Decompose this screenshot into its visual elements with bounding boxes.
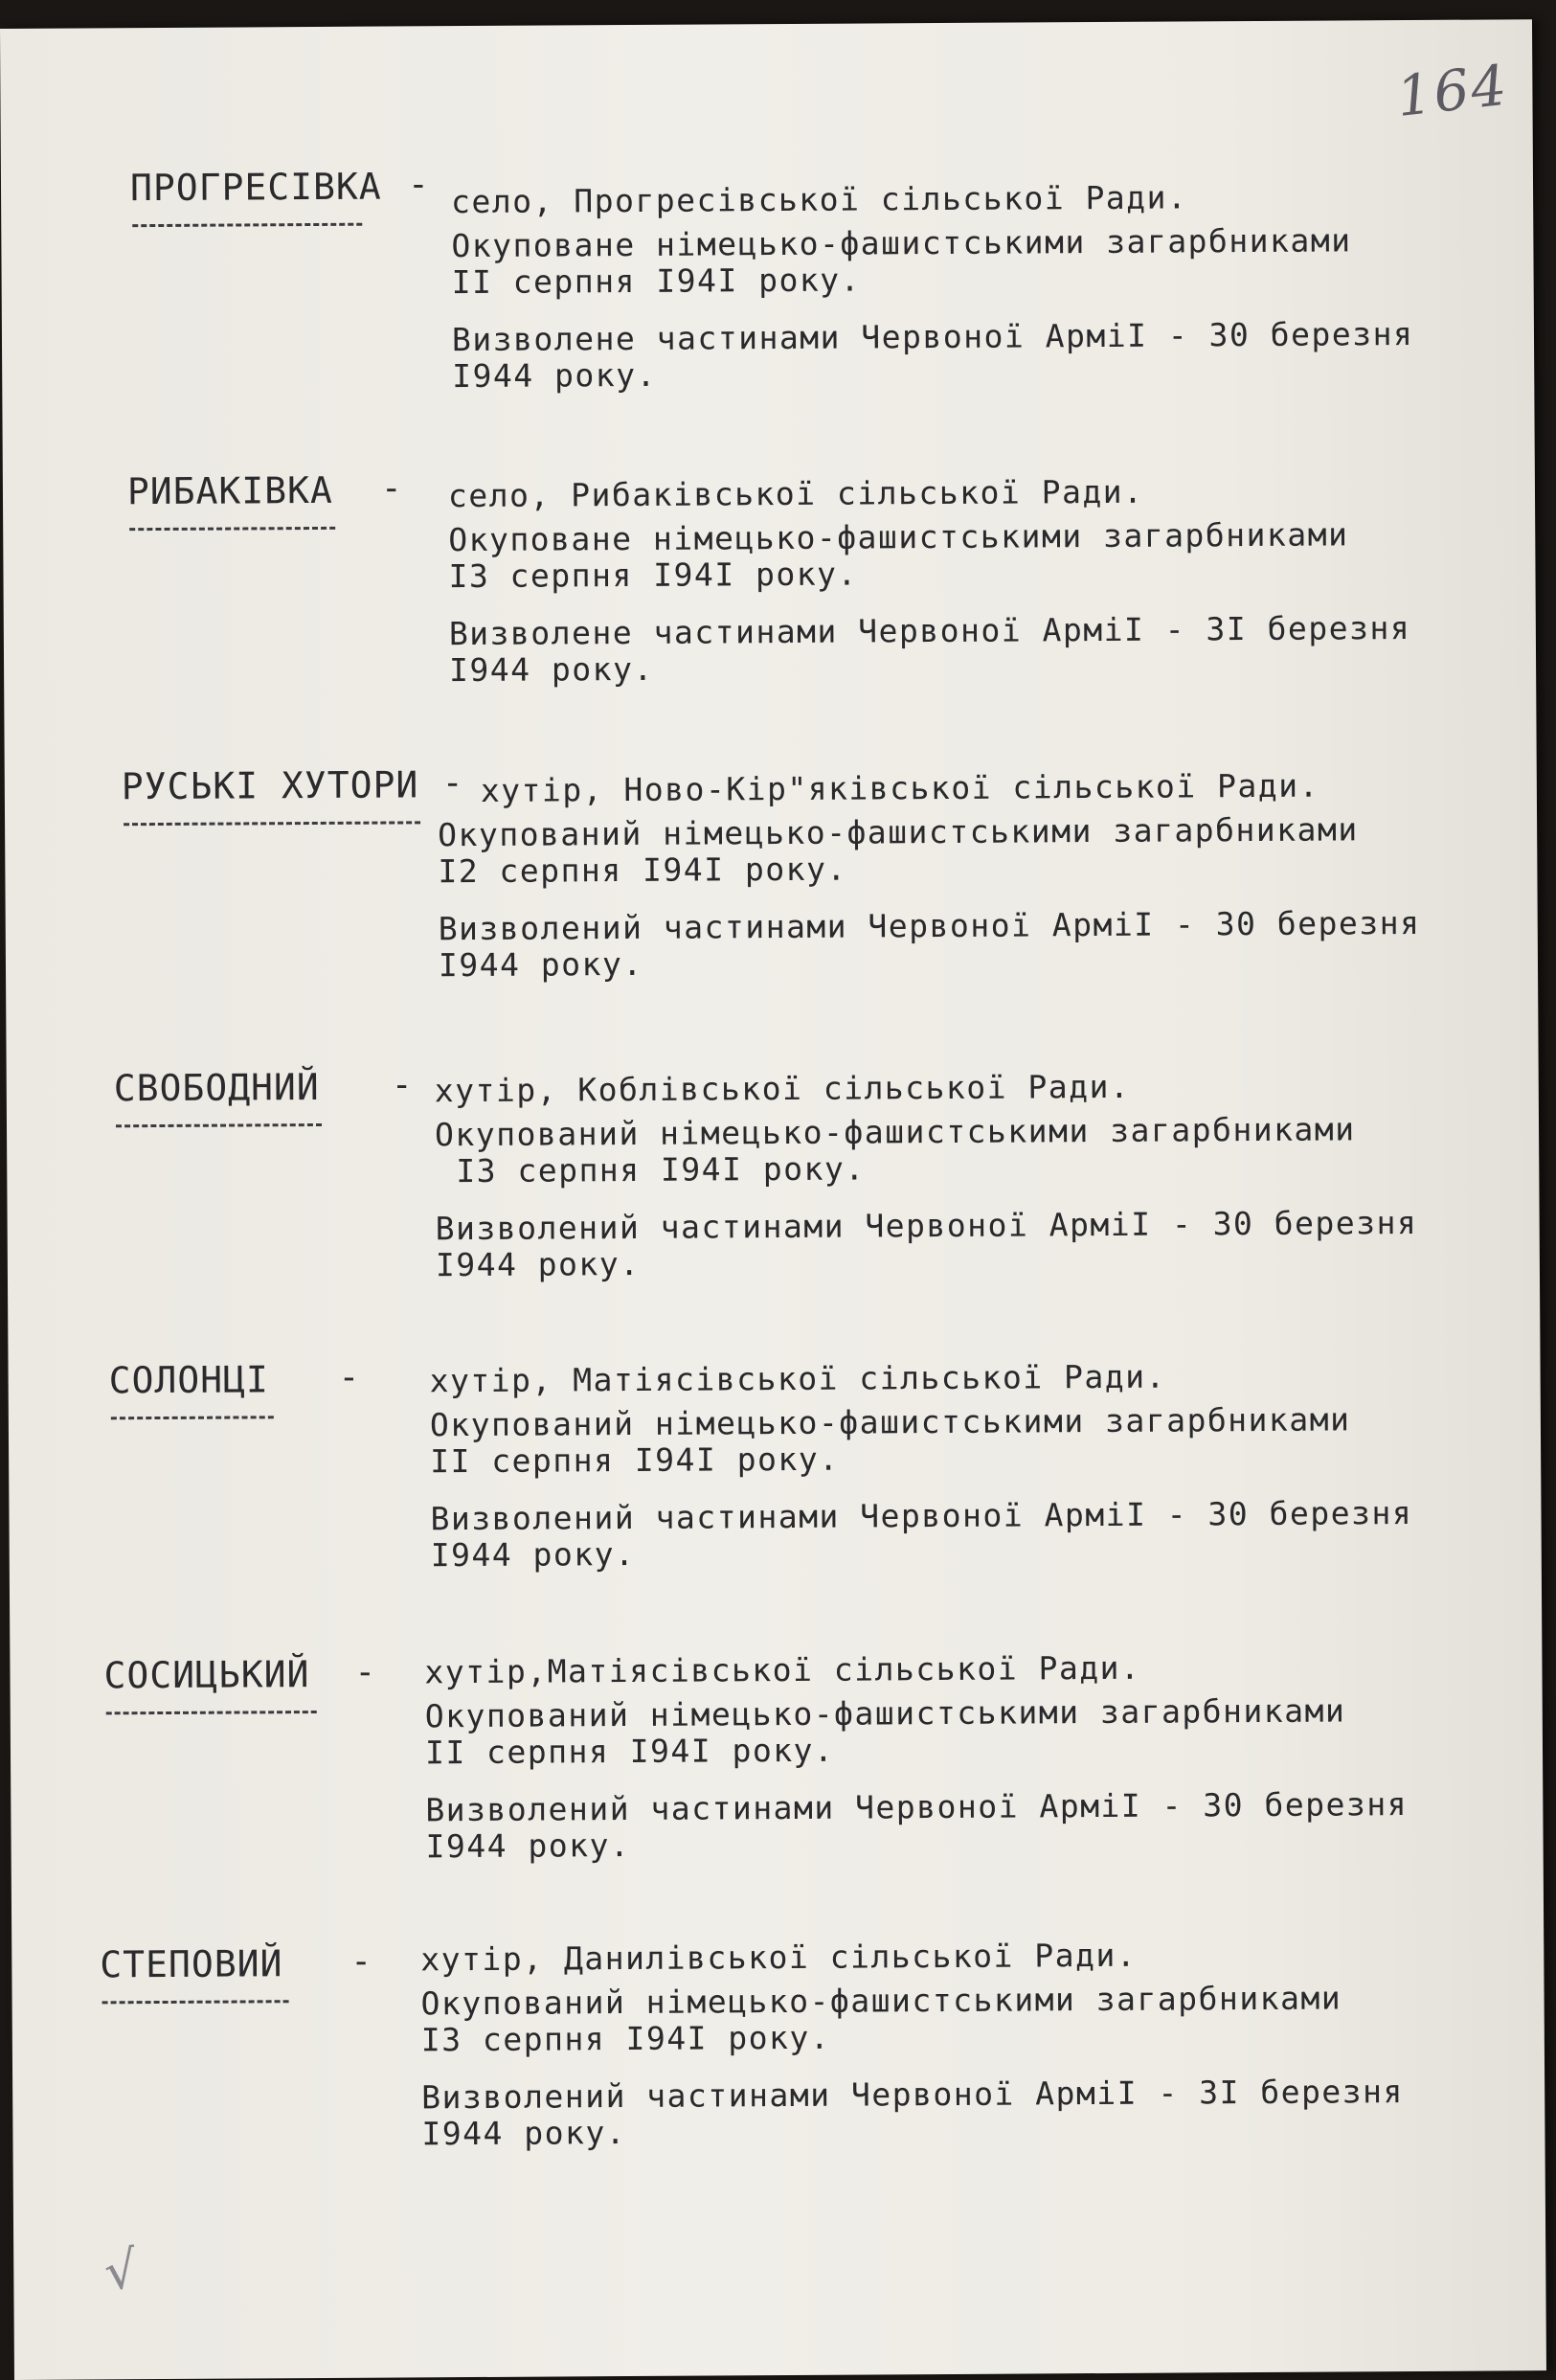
occupied-line: Окупований німецько-фашистськими загарбниками bbox=[429, 1400, 1351, 1444]
name-underline bbox=[129, 521, 335, 531]
occupied-date-line: І3 серпня І94І року. bbox=[448, 555, 858, 596]
entry-dash: - bbox=[391, 1065, 413, 1105]
entry-name: СОЛОНЦІ bbox=[108, 1358, 269, 1402]
settlement-line: хутір, Ново-Кір"яківської сільської Ради. bbox=[480, 766, 1320, 809]
name-underline bbox=[102, 1994, 289, 2004]
entry-description bbox=[438, 767, 1421, 984]
name-underline bbox=[132, 217, 362, 227]
liberated-line: Визволений частинами Червоної АрміІ - 30 березня bbox=[425, 1785, 1409, 1829]
liberated-date-line: І944 року. bbox=[438, 944, 643, 985]
occupied-date-line: ІІ серпня І94І року. bbox=[451, 261, 862, 302]
entry-dash: - bbox=[407, 165, 429, 205]
entry-description bbox=[430, 1357, 1413, 1574]
entry-dash: - bbox=[350, 1941, 372, 1982]
liberated-date-line: І944 року. bbox=[452, 355, 658, 396]
entry-name: СТЕПОВИЙ bbox=[100, 1942, 283, 1986]
occupied-line: Окупований німецько-фашистськими загарбниками bbox=[424, 1691, 1346, 1735]
occupied-date-line: ІІ серпня І94І року. bbox=[430, 1439, 840, 1481]
liberated-line: Визволений частинами Червоної АрміІ - 30 березня bbox=[435, 1203, 1418, 1248]
document-page bbox=[0, 19, 1546, 2380]
liberated-date-line: І944 року. bbox=[435, 1244, 641, 1284]
name-underline bbox=[111, 1410, 274, 1419]
entry-description bbox=[448, 472, 1411, 689]
entry-name: СОСИЦЬКИЙ bbox=[103, 1653, 310, 1697]
page-number: 164 bbox=[1393, 52, 1512, 129]
settlement-line: село, Рибаківської сільської Ради. bbox=[447, 472, 1144, 515]
settlement-line: хутір,Матіясівської сільської Ради. bbox=[424, 1648, 1141, 1691]
settlement-line: село, Прогресівської сільської Ради. bbox=[450, 178, 1188, 221]
liberated-date-line: І944 року. bbox=[430, 1534, 636, 1575]
entry-name: ПРОГРЕСІВКА bbox=[129, 165, 382, 210]
liberated-date-line: І944 року. bbox=[425, 1826, 631, 1866]
settlement-line: хутір, Данилівської сільської Ради. bbox=[420, 1936, 1138, 1979]
name-underline bbox=[124, 815, 420, 826]
entry-description bbox=[435, 1067, 1418, 1283]
liberated-line: Визволений частинами Червоної АрміІ - 30 березня bbox=[430, 1494, 1413, 1538]
entry-description bbox=[424, 1648, 1408, 1865]
liberated-line: Визволений частинами Червоної АрміІ - 30 березня bbox=[438, 903, 1421, 948]
occupied-line: Окупований німецько-фашистськими загарбниками bbox=[434, 1110, 1356, 1154]
occupied-date-line: І3 серпня І94І року. bbox=[420, 2018, 831, 2059]
name-underline bbox=[116, 1118, 322, 1127]
entry-dash: - bbox=[338, 1357, 360, 1397]
occupied-date-line: ІІ серпня І94І року. bbox=[424, 1731, 835, 1772]
entry-description bbox=[420, 1936, 1404, 2152]
occupied-line: Окупований німецько-фашистськими загарбниками bbox=[438, 810, 1359, 854]
entry-dash: - bbox=[380, 468, 402, 509]
entry-dash: - bbox=[354, 1652, 376, 1692]
occupied-line: Окуповане німецько-фашистськими загарбниками bbox=[451, 221, 1352, 265]
name-underline bbox=[106, 1705, 317, 1714]
check-mark-icon: √ bbox=[100, 2238, 143, 2303]
liberated-line: Визволений частинами Червоної АрміІ - 3І березня bbox=[421, 2073, 1404, 2117]
liberated-date-line: І944 року. bbox=[448, 649, 654, 690]
entry-name: РИБАКІВКА bbox=[126, 468, 333, 513]
entry-name: РУСЬКІ ХУТОРИ bbox=[121, 763, 419, 808]
liberated-line: Визволене частинами Червоної АрміІ - 3І березня bbox=[448, 609, 1411, 653]
settlement-line: хутір, Коблівської сільської Ради. bbox=[434, 1067, 1131, 1110]
occupied-line: Окупований німецько-фашистськими загарбниками bbox=[420, 1979, 1342, 2023]
occupied-date-line: І3 серпня І94І року. bbox=[456, 1149, 866, 1190]
occupied-date-line: І2 серпня І94І року. bbox=[438, 850, 847, 891]
entry-name: СВОБОДНИЙ bbox=[113, 1065, 320, 1110]
settlement-line: хутір, Матіясівської сільської Ради. bbox=[429, 1357, 1166, 1400]
occupied-line: Окуповане німецько-фашистськими загарбниками bbox=[448, 515, 1349, 559]
liberated-date-line: І944 року. bbox=[421, 2114, 627, 2153]
entry-dash: - bbox=[441, 763, 463, 804]
liberated-line: Визволене частинами Червоної АрміІ - 30 березня bbox=[451, 314, 1414, 359]
entry-description bbox=[451, 178, 1414, 395]
